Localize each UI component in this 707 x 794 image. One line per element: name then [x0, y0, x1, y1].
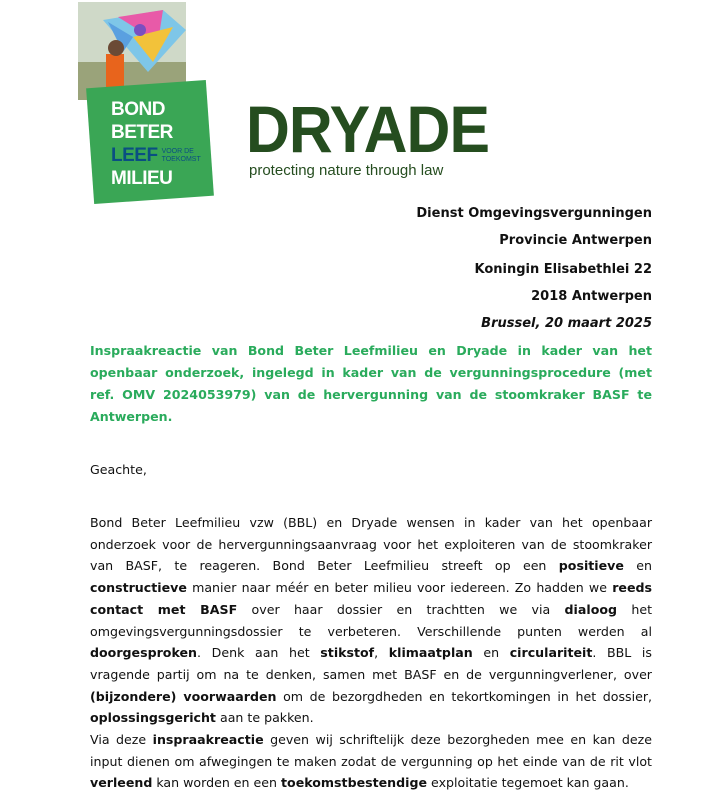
- dryade-tagline: protecting nature through law: [249, 162, 444, 179]
- address-street: Koningin Elisabethlei 22: [474, 262, 652, 277]
- text-run: kan worden en een: [152, 775, 282, 791]
- text-run: manier naar méér en beter milieu voor iedereen. Zo hadden we: [186, 580, 613, 596]
- bold-phrase: constructieve: [90, 580, 187, 596]
- text-run: Via deze: [90, 732, 153, 748]
- letter-body: [90, 512, 652, 794]
- text-run: Bond Beter Leefmilieu vzw (BBL) en Dryade wensen in kader van het openbaar onderzoek voor de hervergunningsaanvraag voor het exploiteren van de stoomkraker van BASF, te reageren. Bond Beter Leefmilieu streeft op een: [90, 515, 652, 574]
- bbl-tagline-2: TOEKOMST: [161, 155, 201, 163]
- text-run: . Denk aan het: [197, 645, 321, 661]
- letter-greeting: Geachte,: [90, 462, 147, 477]
- letter-date: Brussel, 20 maart 2025: [481, 316, 652, 331]
- bold-phrase: oplossingsgericht: [90, 710, 216, 726]
- bbl-word-leef: LEEF: [111, 145, 158, 166]
- body-paragraph-1: [90, 512, 652, 729]
- address-city: 2018 Antwerpen: [531, 289, 652, 304]
- bold-phrase: (bijzondere) voorwaarden: [90, 688, 277, 704]
- letter-subject: Inspraakreactie van Bond Beter Leefmilieu en Dryade in kader van het openbaar onderzoek, ingelegd in kader van de vergunningsprocedure (met ref. OMV 2024053979) van de hervergunning van de stoomkraker BASF te Antwerpen.: [90, 343, 652, 424]
- text-run: geven wij schriftelijk deze bezorgheden mee en kan deze input dienen om afwegingen te maken zodat de vergunning op het einde van de rit vlot: [90, 732, 652, 769]
- bold-phrase: dialoog: [564, 601, 618, 617]
- text-run: aan te pakken.: [215, 710, 314, 726]
- address-department: Dienst Omgevingsvergunningen: [416, 206, 652, 221]
- bold-phrase: inspraakreactie: [152, 732, 264, 748]
- text-run: en: [623, 558, 653, 574]
- bbl-word-beter: BETER: [111, 122, 173, 143]
- bold-phrase: klimaatplan: [388, 645, 473, 661]
- text-run: en: [472, 645, 510, 661]
- bold-phrase: positieve: [558, 558, 624, 574]
- text-run: . BBL is vragende partij om na te denken, samen met BASF en de vergunningverlener, over: [90, 645, 652, 682]
- bold-phrase: stikstof: [320, 645, 375, 661]
- text-run: om de bezorgdheden en tekortkomingen in het dossier,: [276, 688, 653, 704]
- bold-phrase: circulariteit: [509, 645, 593, 661]
- bbl-word-milieu: MILIEU: [111, 168, 173, 189]
- bold-phrase: verleend: [90, 775, 153, 791]
- text-run: het omgevingsvergunningsdossier te verbeteren. Verschillende punten werden al: [90, 601, 653, 639]
- bold-phrase: reeds contact met BASF: [90, 580, 652, 617]
- recipient-address: [416, 204, 652, 341]
- bold-phrase: toekomstbestendige: [281, 775, 428, 791]
- text-run: exploitatie tegemoet kan gaan.: [427, 775, 629, 791]
- text-run: over haar dossier en trachtten we via: [237, 601, 565, 617]
- bbl-word-bond: BOND: [111, 99, 165, 120]
- bbl-tagline-1: VOOR DE: [161, 147, 194, 155]
- bold-phrase: doorgesproken: [90, 645, 198, 661]
- body-paragraph-2: [90, 729, 652, 794]
- address-province: Provincie Antwerpen: [499, 233, 652, 248]
- text-run: ,: [374, 645, 389, 661]
- bbl-logo: [75, 2, 225, 207]
- dryade-wordmark: DRYADE: [246, 92, 490, 166]
- dryade-logo: [246, 92, 510, 179]
